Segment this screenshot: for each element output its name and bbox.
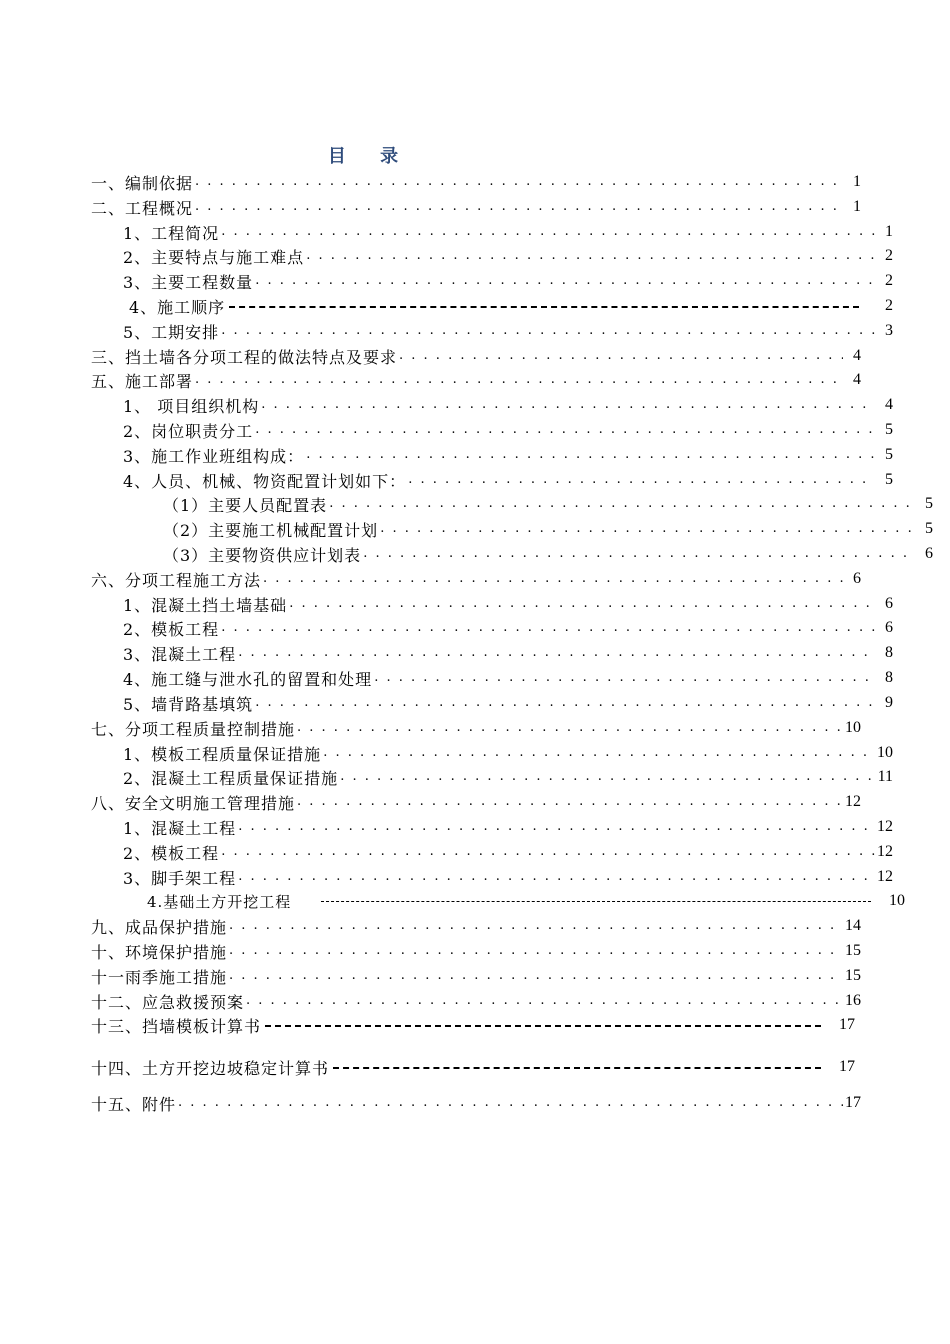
leader-dots <box>195 368 843 392</box>
toc-label: 一、编制依据 <box>91 173 194 193</box>
toc-label: 十、环境保护措施 <box>91 942 228 962</box>
toc-entry[interactable] <box>91 641 893 665</box>
leader-dots <box>221 616 875 640</box>
leader-dots <box>246 989 843 1013</box>
leader-dots <box>238 641 875 665</box>
toc-page: 5 <box>925 495 933 512</box>
toc-label: 五、施工部署 <box>91 371 194 391</box>
leader-dashes <box>265 1013 821 1037</box>
toc-page: 4 <box>885 396 893 413</box>
leader-dots <box>297 790 843 814</box>
toc-entry[interactable] <box>91 939 861 963</box>
toc-label: 3、脚手架工程 <box>123 868 237 888</box>
toc-entry[interactable] <box>91 344 861 368</box>
leader-dashes <box>229 294 859 318</box>
toc-entry[interactable] <box>91 492 933 516</box>
leader-dots <box>340 765 875 789</box>
toc-page: 4 <box>853 371 861 388</box>
toc-entry[interactable] <box>91 666 893 690</box>
toc-label: 十四、土方开挖边坡稳定计算书 <box>91 1058 330 1078</box>
leader-dots <box>255 269 875 293</box>
toc-label: 4、人员、机械、物资配置计划如下： <box>123 471 407 491</box>
toc-page: 2 <box>885 272 893 289</box>
leader-dots <box>195 170 843 194</box>
toc-page: 6 <box>885 595 893 612</box>
leader-dots <box>306 244 875 268</box>
toc-entry[interactable] <box>91 765 893 789</box>
toc-page: 17 <box>839 1016 855 1033</box>
toc-entry[interactable] <box>91 741 893 765</box>
toc-entry[interactable] <box>91 244 893 268</box>
leader-dots <box>261 393 875 417</box>
leader-dots <box>195 195 843 219</box>
toc-label: 1、混凝土工程 <box>123 818 237 838</box>
leader-dots <box>323 741 875 765</box>
toc-entry[interactable] <box>91 592 893 616</box>
leader-dots <box>399 344 843 368</box>
toc-entry[interactable] <box>91 393 893 417</box>
toc-label: 4.基础土方开挖工程 <box>147 892 292 911</box>
toc-label: （1）主要人员配置表 <box>163 495 328 515</box>
toc-page: 8 <box>885 669 893 686</box>
toc-label: 六、分项工程施工方法 <box>91 570 262 590</box>
toc-page: 6 <box>885 619 893 636</box>
toc-entry[interactable] <box>91 815 893 839</box>
toc-entry[interactable] <box>91 443 893 467</box>
toc-entry[interactable] <box>91 195 861 219</box>
leader-dots <box>221 319 875 343</box>
toc-label: 2、岗位职责分工 <box>123 421 254 441</box>
toc-entry[interactable] <box>91 616 893 640</box>
leader-dots <box>221 840 875 864</box>
toc-page: 15 <box>845 942 861 959</box>
toc-entry[interactable] <box>91 964 861 988</box>
leader-dots <box>221 220 875 244</box>
toc-page: 9 <box>885 694 893 711</box>
toc-label: 2、混凝土工程质量保证措施 <box>123 768 339 788</box>
toc-label: 十二、应急救援预案 <box>91 992 245 1012</box>
toc-entry[interactable] <box>91 691 893 715</box>
toc-label: 2、主要特点与施工难点 <box>123 247 305 267</box>
toc-page: 6 <box>925 545 933 562</box>
toc-entry[interactable] <box>91 567 861 591</box>
toc-page: 5 <box>885 471 893 488</box>
toc-entry[interactable] <box>91 790 861 814</box>
toc-label: 4、施工顺序 <box>129 297 226 317</box>
leader-dots <box>238 865 875 889</box>
toc-page: 12 <box>845 793 861 810</box>
toc-page: 4 <box>853 347 861 364</box>
toc-label: 3、主要工程数量 <box>123 272 254 292</box>
leader-dots <box>229 914 843 938</box>
toc-entry[interactable] <box>91 170 861 194</box>
leader-dots <box>238 815 875 839</box>
toc-page: 5 <box>885 446 893 463</box>
toc-label: 4、施工缝与泄水孔的留置和处理 <box>123 669 373 689</box>
toc-label: （2）主要施工机械配置计划 <box>163 520 379 540</box>
toc-label: 十五、附件 <box>91 1094 177 1114</box>
toc-page: 10 <box>845 719 861 736</box>
toc-page: 10 <box>889 892 905 909</box>
toc-label: 3、混凝土工程 <box>123 644 237 664</box>
toc-entry[interactable] <box>91 840 893 864</box>
toc-label: 二、工程概况 <box>91 198 194 218</box>
toc-label: 5、工期安排 <box>123 322 220 342</box>
leader-dots <box>229 964 843 988</box>
toc-label: 1、模板工程质量保证措施 <box>123 744 322 764</box>
toc-page: 10 <box>877 744 893 761</box>
toc-page: 12 <box>877 843 893 860</box>
toc-entry[interactable] <box>91 716 861 740</box>
leader-dots <box>363 542 915 566</box>
toc-label: 1、工程简况 <box>123 223 220 243</box>
leader-dots <box>255 691 875 715</box>
toc-label: 2、模板工程 <box>123 843 220 863</box>
leader-dots <box>263 567 843 591</box>
toc-page: 12 <box>877 818 893 835</box>
toc-page: 1 <box>853 198 861 215</box>
toc-label: 九、成品保护措施 <box>91 917 228 937</box>
toc-page: 3 <box>885 322 893 339</box>
leader-dots <box>178 1091 843 1115</box>
toc-page: 12 <box>877 868 893 885</box>
toc-page: 11 <box>877 768 893 785</box>
toc-entry[interactable] <box>91 269 893 293</box>
toc-page: 17 <box>845 1094 861 1111</box>
toc-label: 1、 项目组织机构 <box>123 396 260 416</box>
leader-dots <box>306 443 875 467</box>
toc-entry[interactable] <box>91 1091 861 1115</box>
toc-entry[interactable] <box>91 368 861 392</box>
toc-page: 8 <box>885 644 893 661</box>
leader-dots <box>408 468 875 492</box>
toc-label: 十三、挡墙模板计算书 <box>91 1016 262 1036</box>
toc-page: 16 <box>845 992 861 1009</box>
leader-dots <box>289 592 875 616</box>
toc-page: 1 <box>885 223 893 240</box>
toc-label: 八、安全文明施工管理措施 <box>91 793 296 813</box>
toc-page: 17 <box>839 1058 855 1075</box>
leader-dots <box>229 939 843 963</box>
toc-entry[interactable] <box>91 418 893 442</box>
toc-entry[interactable] <box>91 220 893 244</box>
toc-page: 5 <box>885 421 893 438</box>
toc-label: 2、模板工程 <box>123 619 220 639</box>
toc-label: 5、墙背路基填筑 <box>123 694 254 714</box>
toc-entry[interactable] <box>91 517 933 541</box>
leader-dashes <box>321 889 871 913</box>
toc-label: 十一雨季施工措施 <box>91 967 228 987</box>
toc-label: （3）主要物资供应计划表 <box>163 545 362 565</box>
leader-dots <box>255 418 875 442</box>
leader-dots <box>380 517 915 541</box>
toc-page: 6 <box>853 570 861 587</box>
toc-page: 2 <box>885 247 893 264</box>
toc-page: 14 <box>845 917 861 934</box>
toc-entry[interactable] <box>91 889 917 913</box>
toc-page: 15 <box>845 967 861 984</box>
toc-entry[interactable] <box>91 1055 861 1079</box>
leader-dots <box>374 666 875 690</box>
toc-page: 5 <box>925 520 933 537</box>
toc-entry[interactable] <box>91 1013 861 1037</box>
toc-page: 2 <box>885 297 893 314</box>
leader-dots <box>297 716 843 740</box>
toc-entry[interactable] <box>91 294 899 318</box>
toc-page: 1 <box>853 173 861 190</box>
leader-dashes <box>333 1055 821 1079</box>
toc-entry[interactable] <box>91 542 933 566</box>
toc-entry[interactable] <box>91 865 893 889</box>
toc-entry[interactable] <box>91 468 893 492</box>
toc-label: 七、分项工程质量控制措施 <box>91 719 296 739</box>
toc-label: 三、挡土墙各分项工程的做法特点及要求 <box>91 347 398 367</box>
toc-entry[interactable] <box>91 989 861 1013</box>
toc-label: 3、施工作业班组构成： <box>123 446 305 466</box>
page-title: 目 录 <box>327 146 413 167</box>
leader-dots <box>329 492 915 516</box>
toc-label: 1、混凝土挡土墙基础 <box>123 595 288 615</box>
toc-entry[interactable] <box>91 914 861 938</box>
toc-entry[interactable] <box>91 319 893 343</box>
